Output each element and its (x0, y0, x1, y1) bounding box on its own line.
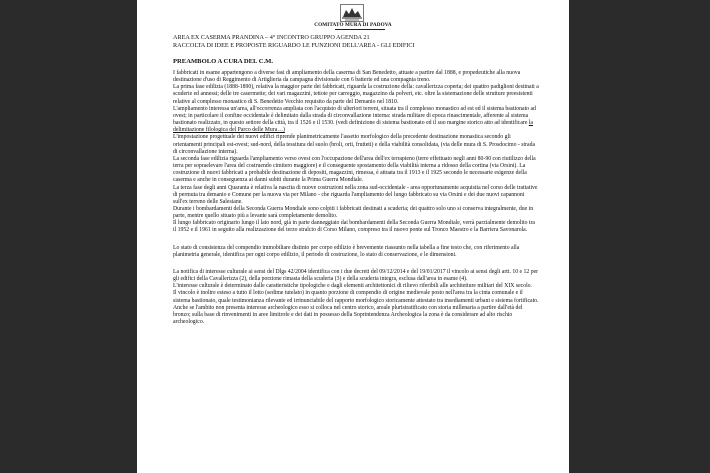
document-body (173, 70, 539, 326)
committee-name: COMITATO MURA DI PADOVA (314, 22, 392, 28)
paragraph: La terza fase degli anni Quaranta è relativa la nascita di nuove costruzioni nella zona sud-occidentale - area opportunamente acquisita nel corso delle trattative di permuta tra demanio e Comune per la nuova via per Milano - che riguarda l'ampliamento del lungo fabbricato su via Orsini e dei due nuovi capannoni sull'ex terreno delle Salesiane. (173, 184, 538, 205)
paragraph (173, 106, 539, 135)
underlined-phrase: la delimitazione filologica del Parco delle Mura…) (173, 120, 533, 134)
paragraph: Anche se l'ambito non presenta interesse archeologico esso si colloca nel centro storico, areale pluristratificato con storia millenaria a partire dall'età del bronzo; sulla base di rinvenimenti in aree limitrofe e dei dati in possesso della Soprintendenza Archeologica la zona è da considerare ad alto rischio archeologico. (173, 304, 523, 325)
paragraph: Il vincolo è inoltre esteso a tutto il lotto (sedime tutelato) in quanto porzione di compendio di origine medievale posto nell'area tra la cinta comunale e il sistema bastionato, quale testimonianza rilevante ed irrinunciabile del rapporto morfologico storicamente attestato tra insediamenti urbani e sistema fortificato. (173, 290, 539, 304)
document-header (173, 34, 539, 49)
section-title: PREAMBOLO A CURA DEL C.M. (173, 58, 274, 65)
header-line-2: RACCOLTA DI IDEE E PROPOSTE RIGUARDO LE FUNZIONI DELL'AREA - GLI EDIFICI (173, 41, 415, 49)
paragraph-text: L'ampliamento interessa un'area, all'occorrenza ampliata con l'acquisto di ulteriori terreni, situata tra il complesso monastico ad est ed il sistema bastionato ad ovest; in particolare il confine occidentale è delimitato dalla strada di circonvallazione interna: strada militare di epoca rinascimentale, afferente al sistema bastionato realizzato, in questo settore della città, tra il 1526 e il 1530. (vedi definizione di sistema bastionato ed il suo margine storico atto ad identificare (173, 105, 536, 127)
paragraph: La prima fase edilizia (1888-1890), relativa la maggior parte dei fabbricati, riguarda la costruzione della: cavallerizza coperta; dei quattro padiglioni destinati a scuderie ed annessi; delle tre casermette; dei vari magazzini, tettoie per carreggio, magazzino da polveri, etc. oltre la sistemazione delle strutture preesistenti relative al complesso monastico di S. Benedetto Vecchio requisito da parte del Demanio nel 1810. (173, 84, 539, 105)
document-page (137, 0, 569, 473)
paragraph: Lo stato di consistenza del compendio immobiliare distinto per corpo edilizio è brevemente riassunto nella tabella a fine testo che, con riferimento alla planimetria generale, identifica per ogni corpo edilizio, il periodo di costruzione, lo stato di conservazione, e le dimensioni. (173, 244, 520, 258)
paragraph: L'interesse culturale è determinato dalle caratteristiche tipologiche e dagli elementi architettonici di rilievo riferibili alle architetture militari del XIX secolo. (173, 283, 532, 290)
paragraph: La seconda fase edilizia riguarda l'ampliamento verso ovest con l'occupazione dell'area dell'ex terrapieno (terre effettuato negli anni 80-90 con riutilizzo della terra per sopraelevare l'area del costruendo cimitero maggiore) e il conseguente spostamento della viabilità interna a ridosso della cortina (via Orsini). La costruzione di nuovi fabbricati a probabile destinazione di depositi, magazzini, rimessa, è attuata tra il 1913 e il 1925 secondo le necessarie esigenze della caserma e anche in conseguenza ai danni subiti durante la Prima Guerra Mondiale. (173, 155, 536, 184)
paragraph: L'impostazione progettuale dei nuovi edifici riprende planimetricamente l'assetto morfologico della precedente destinazione monastica secondo gli orientamenti principali est-ovest; sud-nord, della tessitura del suolo (broli, orti, frutteti) e della viabilità consolidata, (via delle mura di S. Prosdocimo - strada di circonvallazione interna). (173, 134, 535, 155)
paragraph: Durante i bombardamenti della Seconda Guerra Mondiale sono colpiti i fabbricati destinati a scuderia; dei quattro solo uno si conserva integralmente, due in parte, mentre quello situato più a levante sarà completamente demolito. (173, 205, 534, 220)
paragraph: Il lungo fabbricato originario lungo il lato nord, già in parte danneggiato dai bombardamenti della Seconda Guerra Mondiale, verrà parzialmente demolito tra il 1952 e il 1961 in seguito alla realizzazione del terzo stralcio di Corso Milano, compreso tra il nuovo ponte sul Tronco Maestro e la Barriera Savonarola. (173, 220, 535, 234)
paragraph: La notifica di interesse culturale ai sensi del Dlgs 42/2004 identifica con i due decreti del 09/12/2014 e del 19/01/2017 il vincolo ai sensi degli artt. 10 e 12 per gli edifici della Cavallerizza (2), della porzione rimasta della scuderia (3) e della scuderia integra, esclusa dall'area in esame (4). (173, 268, 539, 283)
header-line-1: AREA EX CASERMA PRANDINA – 4° INCONTRO GRUPPO AGENDA 21 (173, 34, 370, 41)
committee-underline (335, 29, 385, 30)
committee-logo (340, 4, 364, 22)
paragraph: I fabbricati in esame appartengono a diverse fasi di ampliamento della caserma di San Benedetto, attuate a partire dal 1888, e propedeutiche alla nuova destinazione d'uso di Reggimento di Artiglieria da campagna divisionale con 6 batterie ed una compagnia treno. (173, 70, 521, 84)
paragraph-gap (173, 259, 539, 269)
paragraph-gap (173, 235, 539, 245)
